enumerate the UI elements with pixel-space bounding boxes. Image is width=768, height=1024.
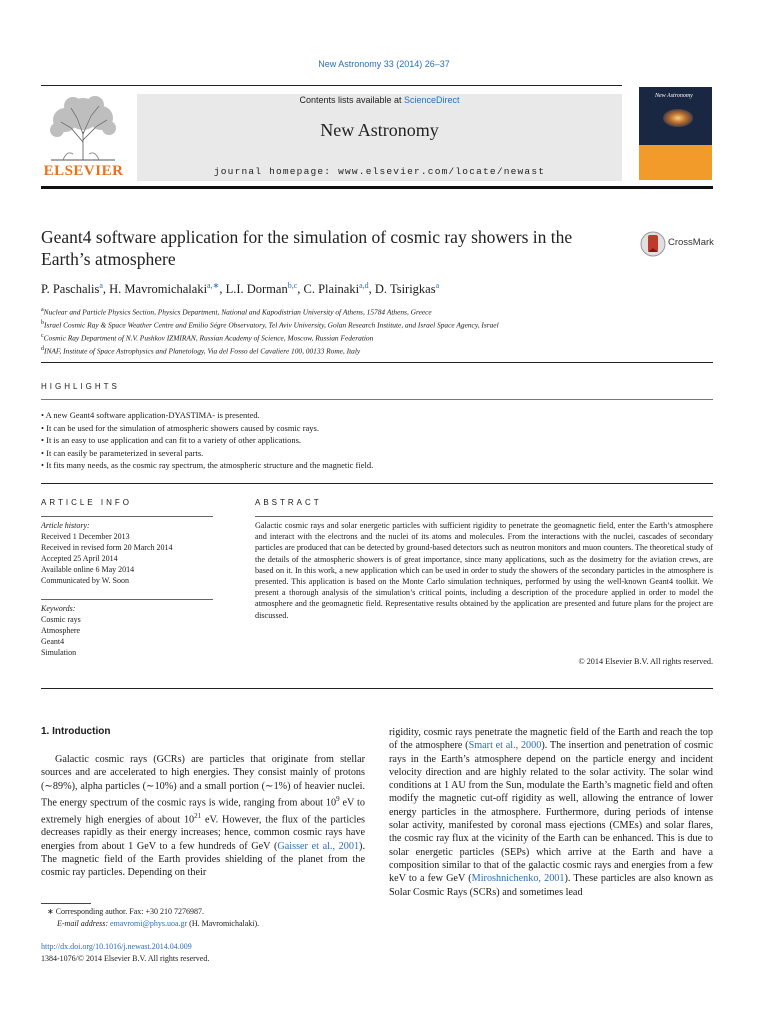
abstract-copyright: © 2014 Elsevier B.V. All rights reserved. bbox=[578, 657, 713, 666]
intro-text: eV. However, the flux of the particles decreases rapidly as their energy increases; hence, common cosmic rays have energies from about 1 GeV to a few hundreds of GeV ( bbox=[41, 813, 365, 852]
journal-title[interactable]: New Astronomy bbox=[320, 120, 439, 140]
citation-link[interactable]: Smart et al., 2000 bbox=[468, 740, 542, 752]
highlights-heading: HIGHLIGHTS bbox=[41, 382, 120, 391]
section-rule bbox=[41, 483, 713, 484]
section-rule bbox=[41, 399, 713, 400]
email-link[interactable]: emavromi@phys.uoa.gr bbox=[110, 919, 188, 928]
affiliation-text: Israel Cosmic Ray & Space Weather Centre and Emilio Ségre Observatory, Tel Aviv University, Golan Research Institute, and Israel Space Agency, Israel bbox=[44, 320, 499, 330]
contents-line bbox=[137, 95, 622, 105]
intro-text: Galactic cosmic rays (GCRs) are particles that originate from stellar sources and are accelerated to high energies. They consist mainly of protons (∼89%), alpha particles (∼10%) and a small portion (∼1%) of heavier nuclei. The energy spectrum of the cosmic rays is wide, ranging from about 10 bbox=[41, 754, 365, 809]
keyword-item[interactable]: Atmosphere bbox=[41, 626, 81, 635]
history-item: Received 1 December 2013 bbox=[41, 532, 130, 541]
highlight-text: It can be used for the simulation of atmospheric showers caused by cosmic rays. bbox=[46, 422, 319, 433]
intro-text: ). These particles are also known as Solar Cosmic Rays (SCRs) and sometimes lead bbox=[389, 873, 713, 898]
journal-reference[interactable]: New Astronomy 33 (2014) 26–37 bbox=[318, 59, 450, 69]
section-rule bbox=[41, 516, 213, 517]
abstract-heading: ABSTRACT bbox=[255, 498, 322, 507]
intro-text: ). The insertion and penetration of cosmic rays in the Earth’s atmosphere depend on the particle energy and incident velocity direction and are highly related to the solar activity. The solar wind conditions at 1 AU from the Sun, modulate the Earth’s magnetic field and often modify the magnetic cut-off rigidity as well, allowing the entrance of lower energy particles in the atmosphere. Furthermore, during periods of intense solar activity, manifested by coronal mass ejections (CMEs) and solar flares, the cosmic ray flux at the vicinity of the Earth can be enhanced. This is due to solar energetic particles (SEPs) which arrive at the Earth and have a composition similar to that of the galactic cosmic rays and energies from a few keV to a few GeV ( bbox=[389, 740, 713, 885]
author-name[interactable]: H. Mavromichalaki bbox=[109, 282, 208, 297]
keyword-item[interactable]: Geant4 bbox=[41, 637, 65, 646]
highlight-item bbox=[41, 434, 713, 447]
highlight-text: It fits many needs, as the cosmic ray spectrum, the atmospheric structure and the magnetic field. bbox=[46, 460, 374, 470]
abstract-text: Galactic cosmic rays and solar energetic particles with sufficient rigidity to penetrate the geomagnetic field, enter the Earth’s atmosphere and interact with the electrons and the nuclei of its atoms and molecules. From the interactions with the nuclei, cascades of secondary particles are produced that can be detected by ground-based detectors such as neutron monitors and muon counters. The theoretical study of the details of the atmospheric showers is of great importance, since many applications, such as the dosimetry for the aviation crews, are based on it. In this work, a new application which can be used in order to study the showers of the secondary particles in the atmosphere is presented. This application is based on the Monte Carlo simulation techniques, performed by using the well-known Geant4 toolkit. We present a thorough analysis of the simulation’s critical points, including a description of the procedure applied in order to model the atmosphere and the geomagnetic field. Representative results obtained by the application are presented and future plans for the project are discussed. bbox=[255, 521, 713, 620]
author-affiliation-marker[interactable]: a bbox=[435, 281, 440, 290]
crossmark-icon bbox=[640, 230, 666, 258]
intro-text: eV to extremely high energies of about 10 bbox=[41, 797, 365, 825]
history-item: Accepted 25 April 2014 bbox=[41, 554, 118, 563]
sciencedirect-link[interactable]: ScienceDirect bbox=[404, 95, 460, 105]
article-info-heading: ARTICLE INFO bbox=[41, 498, 132, 507]
highlight-text: It is an easy to use application and can fit to a variety of other applications. bbox=[46, 435, 302, 445]
cover-title: New Astronomy bbox=[655, 93, 693, 99]
author-name[interactable]: C. Plainaki bbox=[303, 282, 360, 297]
highlight-text: It can easily be parameterized in several parts. bbox=[46, 447, 204, 458]
author-affiliation-marker[interactable]: a,d bbox=[359, 281, 369, 290]
section-rule bbox=[41, 599, 213, 600]
bullet-icon: • bbox=[41, 447, 47, 458]
footnote-rule bbox=[41, 903, 91, 904]
section-rule bbox=[41, 362, 713, 363]
contents-prefix: Contents lists available at bbox=[299, 95, 405, 105]
affiliation-marker: d bbox=[41, 346, 44, 353]
history-item: Communicated by W. Soon bbox=[41, 576, 129, 585]
history-item: Available online 6 May 2014 bbox=[41, 565, 135, 574]
section-rule bbox=[255, 516, 713, 517]
introduction-heading: 1. Introduction bbox=[41, 726, 111, 737]
crossmark-label: CrossMark bbox=[668, 237, 714, 248]
elsevier-wordmark[interactable]: ELSEVIER bbox=[43, 163, 124, 179]
bullet-icon: • bbox=[41, 435, 47, 445]
affiliation-text: INAF, Institute of Space Astrophysics and Planetology, Via del Fosso del Cavaliere 100, 00133 Rome, Italy bbox=[44, 346, 361, 356]
galaxy-icon bbox=[663, 109, 693, 127]
email-label: E-mail address: bbox=[57, 919, 111, 928]
author-affiliation-marker[interactable]: b,c bbox=[287, 281, 298, 290]
highlight-item bbox=[41, 447, 713, 460]
author-name[interactable]: P. Paschalis bbox=[41, 282, 100, 297]
keyword-item[interactable]: Cosmic rays bbox=[41, 615, 81, 624]
journal-cover-image[interactable] bbox=[639, 87, 712, 180]
bullet-icon: • bbox=[41, 410, 46, 420]
citation-link[interactable]: Gaisser et al., 2001 bbox=[277, 840, 360, 852]
highlight-text: A new Geant4 software application-DYASTIMA- is presented. bbox=[45, 410, 260, 420]
exponent: 9 bbox=[336, 794, 340, 803]
article-history bbox=[41, 520, 221, 586]
author-name[interactable]: D. Tsirigkas bbox=[374, 282, 436, 297]
corresponding-author-note: ∗ Corresponding author. Fax: +30 210 7276987. bbox=[47, 907, 204, 916]
affiliation-item bbox=[41, 331, 681, 344]
affiliation-item bbox=[41, 305, 681, 318]
doi-block bbox=[41, 941, 209, 965]
header-thick-rule bbox=[41, 186, 713, 189]
highlight-item bbox=[41, 409, 713, 422]
header-rule bbox=[41, 85, 622, 86]
cover-artwork bbox=[639, 87, 712, 145]
crossmark-badge[interactable] bbox=[640, 230, 720, 258]
email-suffix: (H. Mavromichalaki). bbox=[187, 919, 260, 928]
keyword-items bbox=[41, 614, 221, 658]
affiliation-text: Cosmic Ray Department of N.V. Pushkov IZMIRAN, Russian Academy of Science, Moscow, Russian Federation bbox=[43, 333, 374, 343]
highlight-item bbox=[41, 459, 713, 472]
exponent: 21 bbox=[194, 811, 202, 820]
author-affiliation-marker[interactable]: a bbox=[99, 281, 103, 290]
affiliation-text: Nuclear and Particle Physics Section, Physics Department, National and Kapodistrian University of Athens, 15784 Athens, Greece bbox=[43, 307, 432, 317]
history-label: Article history: bbox=[41, 521, 90, 530]
affiliation-item bbox=[41, 318, 681, 331]
affiliation-marker: b bbox=[41, 320, 44, 327]
history-items bbox=[41, 531, 221, 586]
history-item: Received in revised form 20 March 2014 bbox=[41, 543, 173, 552]
bullet-icon: • bbox=[41, 422, 47, 433]
intro-left-column bbox=[41, 753, 365, 879]
bullet-icon: • bbox=[41, 460, 47, 470]
highlights-list bbox=[41, 409, 713, 472]
keywords-label: Keywords: bbox=[41, 604, 76, 613]
intro-text: ). The magnetic field of the Earth provides shielding of the planet from the cosmic ray particles. Depending on their bbox=[41, 840, 365, 879]
keywords-block bbox=[41, 603, 221, 658]
citation-link[interactable]: Miroshnichenko, 2001 bbox=[471, 873, 565, 885]
footnotes bbox=[41, 906, 371, 930]
journal-homepage[interactable]: journal homepage: www.elsevier.com/locate/newast bbox=[213, 166, 546, 177]
section-rule bbox=[41, 688, 713, 689]
affiliation-marker: c bbox=[41, 333, 44, 340]
highlight-item bbox=[41, 422, 713, 435]
intro-text: rigidity, cosmic rays penetrate the magnetic field of the Earth and reach the top of the atmosphere ( bbox=[389, 727, 713, 752]
intro-right-column bbox=[389, 726, 713, 899]
issn-line: 1384-1076/© 2014 Elsevier B.V. All rights reserved. bbox=[41, 954, 210, 963]
article-title: Geant4 software application for the simulation of cosmic ray showers in the Earth’s atmosphere bbox=[41, 227, 573, 269]
affiliation-marker: a bbox=[41, 307, 44, 313]
author-affiliation-marker[interactable]: a,∗ bbox=[207, 281, 220, 290]
affiliation-list bbox=[41, 305, 681, 357]
doi-link[interactable]: http://dx.doi.org/10.1016/j.newast.2014.04.009 bbox=[41, 942, 192, 951]
author-name[interactable]: L.I. Dorman bbox=[225, 282, 288, 297]
affiliation-item bbox=[41, 344, 681, 357]
keyword-item[interactable]: Simulation bbox=[41, 648, 77, 657]
author-list: P. Paschalis$^a$, H. Mavromichalaki$^{a,∗}$, L.I. Dorman$^{b,c}$, C. Plainaki$^{a,d}$, D. Tsirigkas$^a$ bbox=[41, 281, 440, 297]
